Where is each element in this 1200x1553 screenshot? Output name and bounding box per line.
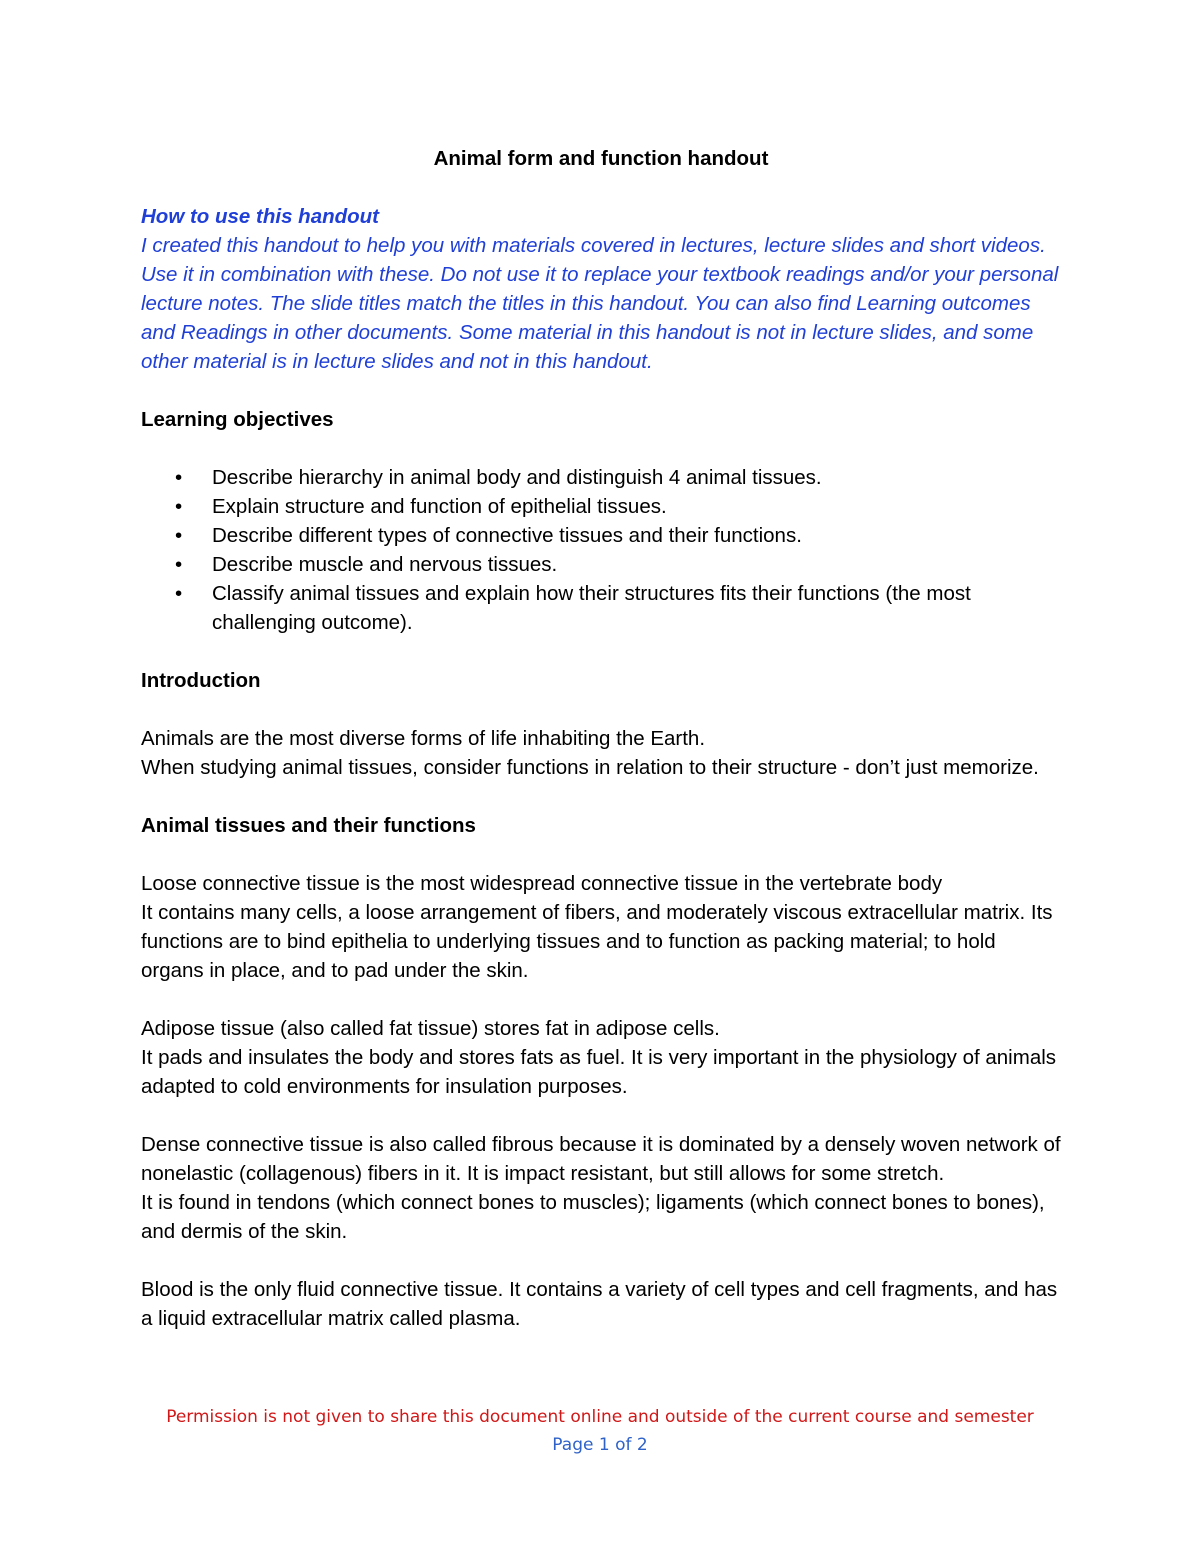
list-item (141, 521, 1061, 550)
bullet-icon: • (175, 466, 183, 489)
document-title: Animal form and function handout (433, 147, 769, 170)
blood-paragraph: Blood is the only fluid connective tissue. It contains a variety of cell types and cell fragments, and has a liquid extracellular matrix called plasma. (141, 1278, 1058, 1330)
list-item (141, 492, 1061, 521)
tissues-heading: Animal tissues and their functions (141, 814, 476, 837)
objective-text: Classify animal tissues and explain how their structures fits their functions (the most challenging outcome). (212, 582, 971, 634)
loose-connective-line-2: It contains many cells, a loose arrangement of fibers, and moderately viscous extracellular matrix. Its functions are to bind epithelia to underlying tissues and to function as packing material; to hold organs in place, and to pad under the skin. (141, 901, 1053, 982)
objective-text: Describe hierarchy in animal body and distinguish 4 animal tissues. (212, 466, 822, 489)
how-to-heading: How to use this handout (141, 205, 380, 228)
adipose-line-2: It pads and insulates the body and stores fats as fuel. It is very important in the physiology of animals adapted to cold environments for insulation purposes. (141, 1046, 1057, 1098)
bullet-icon: • (175, 524, 183, 547)
document-body (141, 140, 1061, 1333)
loose-connective-line-1: Loose connective tissue is the most widespread connective tissue in the vertebrate body (141, 872, 943, 895)
learning-objectives-list (141, 463, 1061, 637)
page-number: Page 1 of 2 (552, 1435, 648, 1455)
objective-text: Describe different types of connective tissues and their functions. (212, 524, 802, 547)
bullet-icon: • (175, 582, 183, 605)
list-item (141, 463, 1061, 492)
how-to-body: I created this handout to help you with materials covered in lectures, lecture slides and short videos. Use it in combination with these. Do not use it to replace your textbook readings and/or your personal lecture notes. The slide titles match the titles in this handout. You can also find Learning outcomes and Readings in other documents. Some material in this handout is not in lecture slides, and some other material is in lecture slides and not in this handout. (141, 234, 1059, 373)
bullet-icon: • (175, 553, 183, 576)
objective-text: Describe muscle and nervous tissues. (212, 553, 558, 576)
adipose-line-1: Adipose tissue (also called fat tissue) stores fat in adipose cells. (141, 1017, 720, 1040)
introduction-line-2: When studying animal tissues, consider functions in relation to their structure - don’t just memorize. (141, 756, 1039, 779)
list-item (141, 550, 1061, 579)
bullet-icon: • (175, 495, 183, 518)
learning-objectives-heading: Learning objectives (141, 408, 334, 431)
list-item (141, 579, 1061, 637)
dense-connective-line-2: It is found in tendons (which connect bones to muscles); ligaments (which connect bones to bones), and dermis of the skin. (141, 1191, 1045, 1243)
introduction-heading: Introduction (141, 669, 261, 692)
permission-notice: Permission is not given to share this document online and outside of the current course and semester (166, 1407, 1034, 1427)
how-to-section (141, 202, 1061, 376)
introduction-line-1: Animals are the most diverse forms of life inhabiting the Earth. (141, 727, 706, 750)
dense-connective-line-1: Dense connective tissue is also called fibrous because it is dominated by a densely woven network of nonelastic (collagenous) fibers in it. It is impact resistant, but still allows for some stretch. (141, 1133, 1061, 1185)
objective-text: Explain structure and function of epithelial tissues. (212, 495, 667, 518)
